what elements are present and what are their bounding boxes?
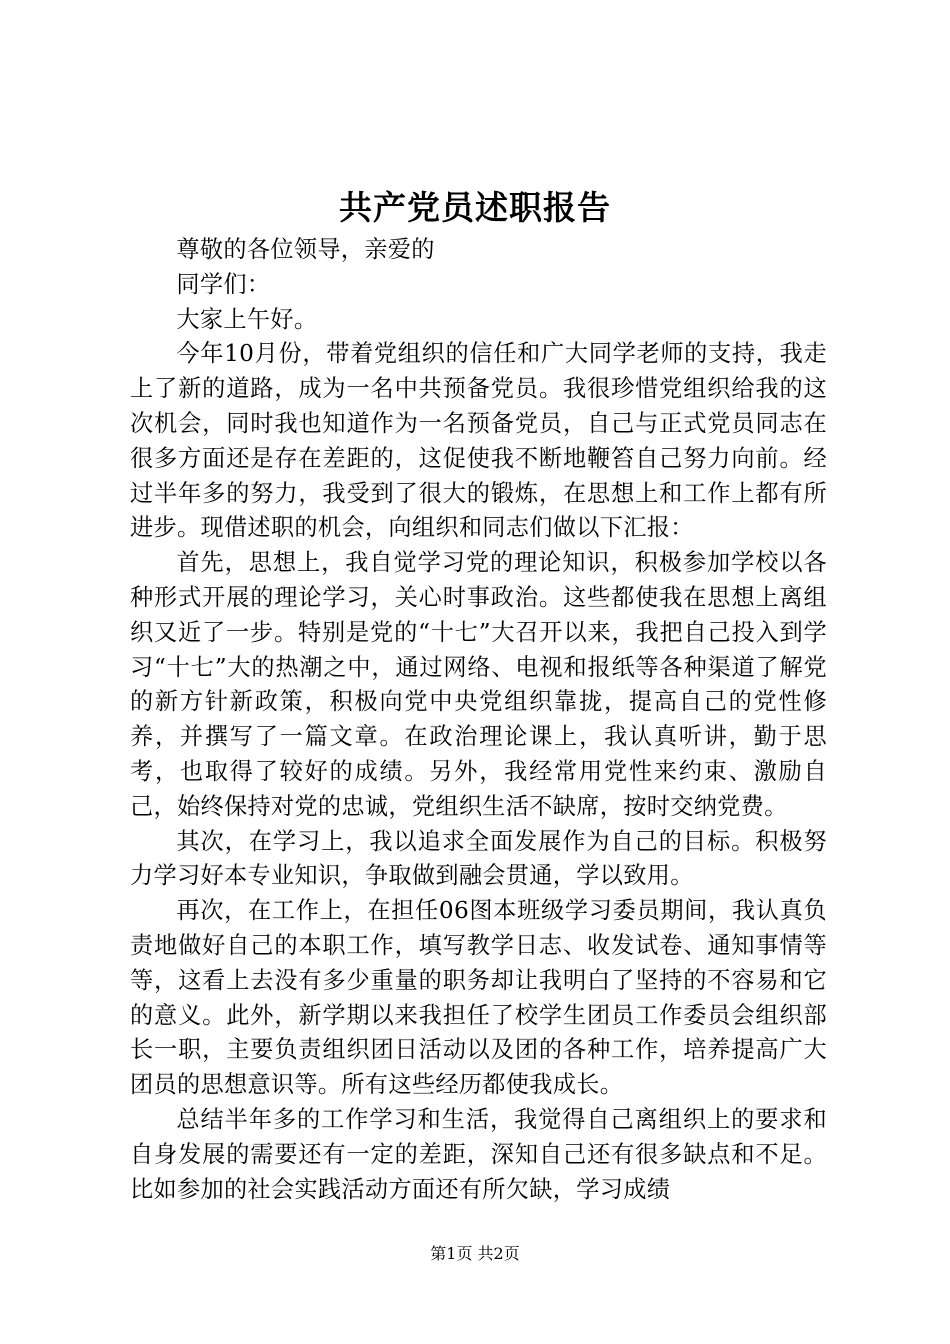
paragraph-ideology: 首先，思想上，我自觉学习党的理论知识，积极参加学校以各种形式开展的理论学习，关心时事政治。这些都使我在思想上离组织又近了一步。特别是党的“十七”大召开以来，我把自己投入到学习“十七”大的热潮之中，通过网络、电视和报纸等各种渠道了解党的新方针新政策，积极向党中央党组织靠拢，提高自己的党性修养，并撰写了一篇文章。在政治理论课上，我认真听讲，勤于思考，也取得了较好的成绩。另外，我经常用党性来约束、激励自己，始终保持对党的忠诚，党组织生活不缺席，按时交纳党费。 bbox=[130, 549, 827, 820]
paragraph-work: 再次，在工作上，在担任06图本班级学习委员期间，我认真负责地做好自己的本职工作，填写教学日志、收发试卷、通知事情等等，这看上去没有多少重量的职务却让我明白了坚持的不容易和它的意义。此外，新学期以来我担任了校学生团员工作委员会组织部长一职，主要负责组织团日活动以及团的各种工作，培养提高广大团员的思想意识等。所有这些经历都使我成长。 bbox=[130, 897, 827, 1099]
document-body bbox=[130, 233, 827, 1207]
paragraph-summary: 总结半年多的工作学习和生活，我觉得自己离组织上的要求和自身发展的需要还有一定的差距，深知自己还有很多缺点和不足。比如参加的社会实践活动方面还有所欠缺，学习成绩 bbox=[130, 1105, 827, 1203]
paragraph-greeting: 大家上午好。 bbox=[176, 305, 318, 333]
paragraph-introduction: 今年10月份，带着党组织的信任和广大同学老师的支持，我走上了新的道路，成为一名中共预备党员。我很珍惜党组织给我的这次机会，同时我也知道作为一名预备党员，自己与正式党员同志在很多方面还是存在差距的，这促使我不断地鞭笞自己努力向前。经过半年多的努力，我受到了很大的锻炼，在思想上和工作上都有所进步。现借述职的机会，向组织和同志们做以下汇报： bbox=[130, 340, 827, 542]
paragraph-study: 其次，在学习上，我以追求全面发展作为自己的目标。积极努力学习好本专业知识，争取做到融会贯通，学以致用。 bbox=[130, 827, 827, 890]
page-number-footer: 第1页 共2页 bbox=[430, 1244, 520, 1263]
paragraph-salutation-continued: 同学们： bbox=[176, 270, 271, 298]
page-title: 共产党员述职报告 bbox=[339, 188, 611, 227]
paragraph-salutation: 尊敬的各位领导，亲爱的 bbox=[176, 236, 435, 263]
